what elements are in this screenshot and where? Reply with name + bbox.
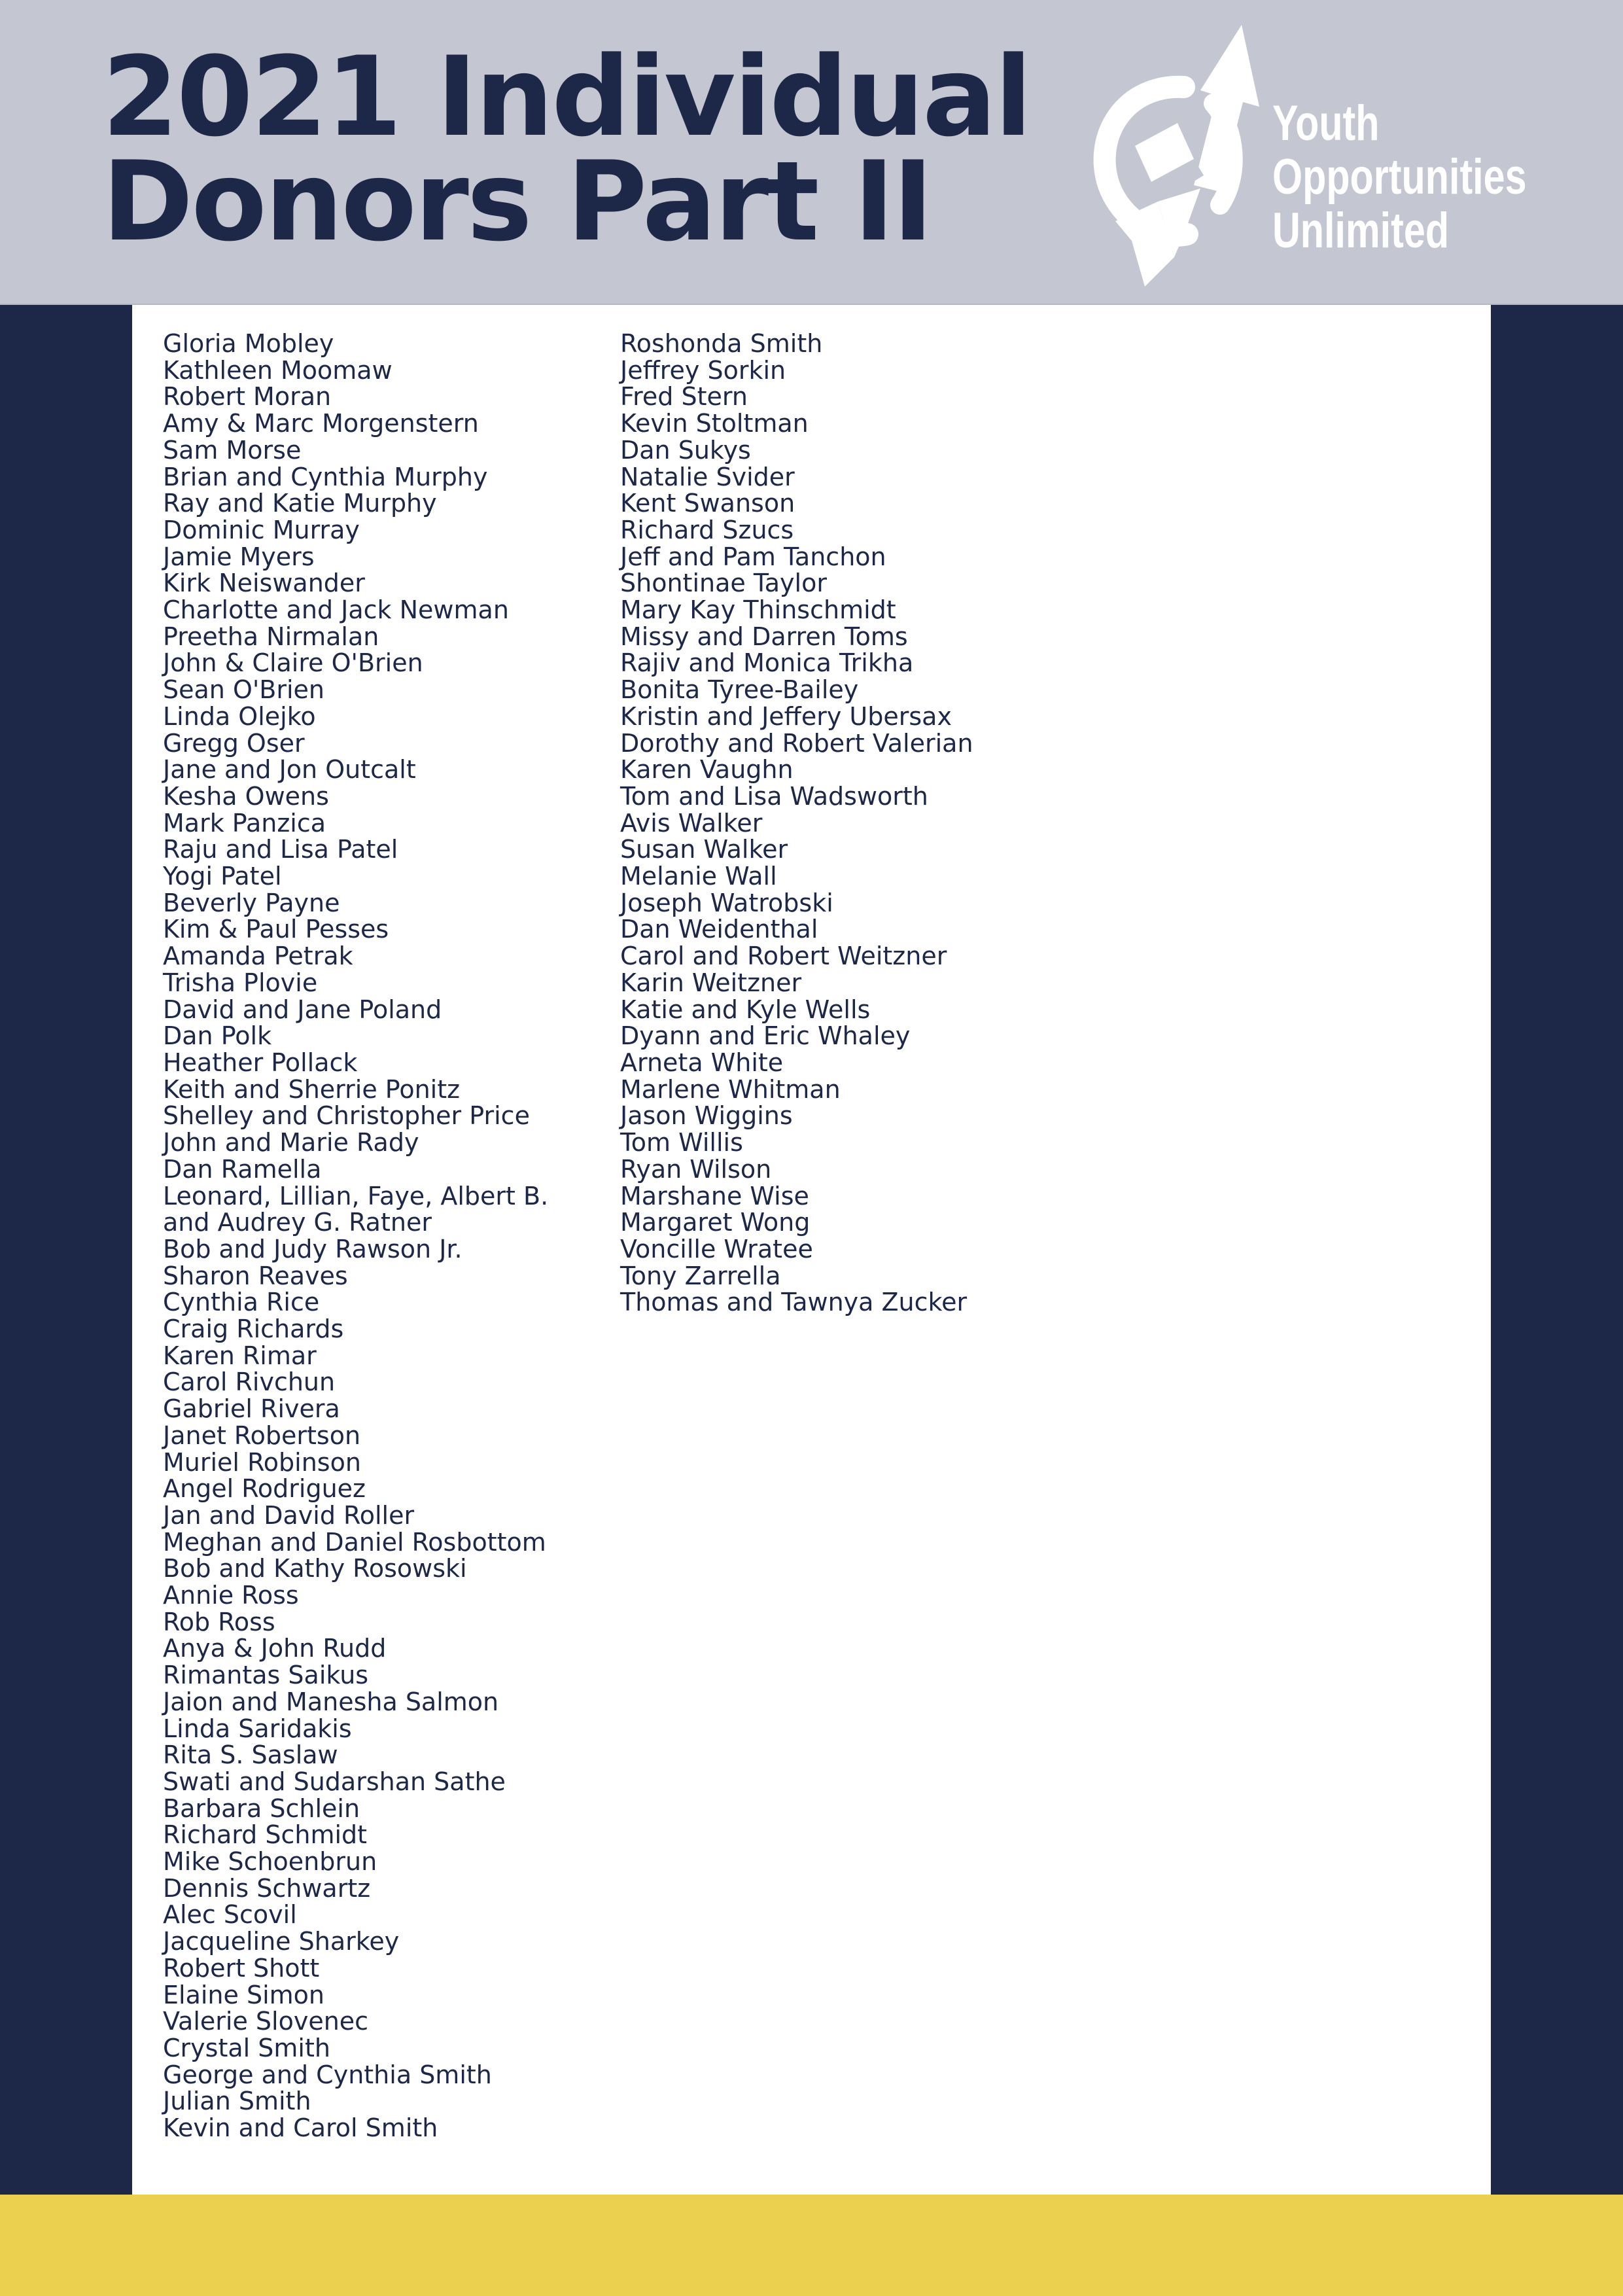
- organization-logo: [1079, 25, 1537, 293]
- donor-name: John and Marie Rady: [163, 1128, 419, 1157]
- donor-name: Linda Olejko: [163, 701, 316, 731]
- logo-text-line-2: Opportunities: [1272, 149, 1527, 205]
- donor-name: Shelley and Christopher Price: [163, 1101, 530, 1131]
- donor-name: Jamie Myers: [163, 542, 315, 571]
- donor-name: Karen Vaughn: [620, 755, 794, 785]
- donor-name: Marshane Wise: [620, 1181, 809, 1210]
- donor-name: Bob and Kathy Rosowski: [163, 1554, 467, 1583]
- donor-name: Angel Rodriguez: [163, 1474, 366, 1504]
- donor-name: Dan Ramella: [163, 1154, 322, 1184]
- donor-name: Robert Moran: [163, 382, 332, 412]
- title-line-2: Donors Part II: [102, 137, 932, 266]
- donor-name: Missy and Darren Toms: [620, 622, 908, 651]
- donor-name: Ray and Katie Murphy: [163, 489, 437, 518]
- page-title: [102, 33, 1030, 266]
- donor-name: Kim & Paul Pesses: [163, 915, 389, 944]
- donor-name: Sharon Reaves: [163, 1261, 348, 1290]
- donor-name: Elaine Simon: [163, 1980, 324, 2009]
- donor-name: Beverly Payne: [163, 888, 340, 917]
- donor-name: Jaion and Manesha Salmon: [163, 1687, 499, 1716]
- donor-name: Meghan and Daniel Rosbottom: [163, 1527, 546, 1557]
- logo-text-line-3: Unlimited: [1272, 203, 1450, 258]
- donor-name: Tom and Lisa Wadsworth: [620, 781, 928, 811]
- donor-name: Rob Ross: [163, 1607, 275, 1636]
- donor-name: Heather Pollack: [163, 1048, 358, 1077]
- donor-name: Dorothy and Robert Valerian: [620, 728, 973, 758]
- donor-name: Bob and Judy Rawson Jr.: [163, 1234, 462, 1263]
- donor-name: Jane and Jon Outcalt: [163, 755, 416, 785]
- donor-name: Melanie Wall: [620, 862, 777, 891]
- donor-name: Linda Saridakis: [163, 1714, 352, 1743]
- donor-list-panel: [132, 305, 1491, 2195]
- donor-name: Sam Morse: [163, 435, 302, 465]
- donor-name: Amy & Marc Morgenstern: [163, 409, 479, 438]
- donor-name: George and Cynthia Smith: [163, 2060, 492, 2089]
- donor-name: Karin Weitzner: [620, 968, 802, 997]
- donor-name: Natalie Svider: [620, 462, 795, 491]
- donor-name: Jan and David Roller: [163, 1500, 415, 1530]
- donor-name: Dominic Murray: [163, 515, 360, 544]
- donor-name: Richard Schmidt: [163, 1820, 368, 1850]
- donor-name: Gloria Mobley: [163, 329, 334, 358]
- donor-name: Dan Weidenthal: [620, 915, 818, 944]
- donor-name: Charlotte and Jack Newman: [163, 595, 509, 625]
- donor-name: Jeffrey Sorkin: [620, 355, 786, 385]
- donor-name: Carol Rivchun: [163, 1368, 336, 1397]
- donor-name: Tom Willis: [620, 1128, 743, 1157]
- donor-name: Carol and Robert Weitzner: [620, 942, 947, 971]
- donor-name: Jason Wiggins: [620, 1101, 793, 1131]
- donor-name: Marlene Whitman: [620, 1074, 841, 1104]
- donor-name: Crystal Smith: [163, 2034, 330, 2062]
- donor-name: Gabriel Rivera: [163, 1394, 340, 1424]
- donor-name: Avis Walker: [620, 808, 763, 838]
- donor-column-2: [620, 330, 973, 1316]
- donor-name: Swati and Sudarshan Sathe: [163, 1767, 506, 1796]
- donor-name: Karen Rimar: [163, 1341, 317, 1370]
- donor-name: Mary Kay Thinschmidt: [620, 595, 896, 625]
- donor-name: Rita S. Saslaw: [163, 1740, 338, 1770]
- donor-name: Robert Shott: [163, 1953, 320, 1983]
- donor-name: Kevin Stoltman: [620, 409, 809, 438]
- donor-name: Craig Richards: [163, 1315, 344, 1344]
- donor-name: Raju and Lisa Patel: [163, 835, 398, 864]
- page-header: [0, 0, 1623, 305]
- donor-name: Joseph Watrobski: [620, 888, 833, 917]
- donor-name: Alec Scovil: [163, 1900, 297, 1930]
- donor-name: Fred Stern: [620, 382, 748, 412]
- donor-name: Jeff and Pam Tanchon: [620, 542, 886, 571]
- logo-text-line-1: Youth: [1272, 96, 1380, 151]
- arrow-emblem-icon: [1079, 25, 1269, 293]
- logo-wordmark: [1272, 97, 1527, 258]
- donor-name: Roshonda Smith: [620, 329, 823, 358]
- donor-name: David and Jane Poland: [163, 995, 442, 1024]
- donor-name: Voncille Wratee: [620, 1234, 813, 1263]
- donor-name: Kristin and Jeffery Ubersax: [620, 701, 952, 731]
- title-line-1: 2021 Individual: [102, 33, 1030, 161]
- donor-name: Kevin and Carol Smith: [163, 2113, 438, 2143]
- donor-name: Janet Robertson: [163, 1421, 361, 1450]
- donor-name: Thomas and Tawnya Zucker: [620, 1288, 968, 1317]
- donor-name: Rajiv and Monica Trikha: [620, 648, 914, 678]
- donor-name: Muriel Robinson: [163, 1447, 361, 1477]
- donor-name: Dan Polk: [163, 1021, 272, 1051]
- donor-name: Trisha Plovie: [163, 968, 318, 997]
- donor-name: John & Claire O'Brien: [163, 648, 423, 678]
- donor-name: Dyann and Eric Whaley: [620, 1021, 911, 1051]
- donor-name: Preetha Nirmalan: [163, 622, 379, 651]
- donor-name: Amanda Petrak: [163, 942, 353, 971]
- donor-name: Margaret Wong: [620, 1208, 811, 1237]
- donor-name: Richard Szucs: [620, 515, 794, 544]
- donor-name: Sean O'Brien: [163, 675, 325, 705]
- donor-name: Annie Ross: [163, 1581, 299, 1610]
- donor-name: Katie and Kyle Wells: [620, 995, 871, 1024]
- donor-column-1: [163, 330, 548, 2142]
- donor-name: Mike Schoenbrun: [163, 1847, 377, 1877]
- donor-name: Dan Sukys: [620, 435, 751, 465]
- donor-name: Arneta White: [620, 1048, 784, 1077]
- donor-name: Barbara Schlein: [163, 1793, 360, 1823]
- donor-name: Dennis Schwartz: [163, 1873, 371, 1903]
- donor-name: Kathleen Moomaw: [163, 355, 393, 385]
- donor-name: Brian and Cynthia Murphy: [163, 462, 488, 491]
- donor-name: Kesha Owens: [163, 781, 329, 811]
- donor-name: Jacqueline Sharkey: [163, 1927, 400, 1956]
- donor-name: Kent Swanson: [620, 489, 795, 518]
- donor-name: Anya & John Rudd: [163, 1634, 387, 1663]
- donor-name: Bonita Tyree-Bailey: [620, 675, 859, 705]
- donor-name: Gregg Oser: [163, 728, 305, 758]
- donor-name: Susan Walker: [620, 835, 788, 864]
- donor-name: Kirk Neiswander: [163, 569, 365, 598]
- donor-name: Ryan Wilson: [620, 1154, 772, 1184]
- donor-name: Tony Zarrella: [620, 1261, 781, 1290]
- donor-name: Shontinae Taylor: [620, 569, 827, 598]
- donor-name: Valerie Slovenec: [163, 2007, 369, 2036]
- donor-name: Cynthia Rice: [163, 1288, 320, 1317]
- donor-name: Julian Smith: [163, 2087, 311, 2116]
- donor-name: Keith and Sherrie Ponitz: [163, 1074, 461, 1104]
- footer-band: [0, 2195, 1623, 2296]
- donor-name: Mark Panzica: [163, 808, 326, 838]
- donor-name: Rimantas Saikus: [163, 1661, 369, 1690]
- donor-name: and Audrey G. Ratner: [163, 1208, 432, 1237]
- donor-name: Leonard, Lillian, Faye, Albert B.: [163, 1181, 549, 1210]
- donor-name: Yogi Patel: [163, 862, 282, 891]
